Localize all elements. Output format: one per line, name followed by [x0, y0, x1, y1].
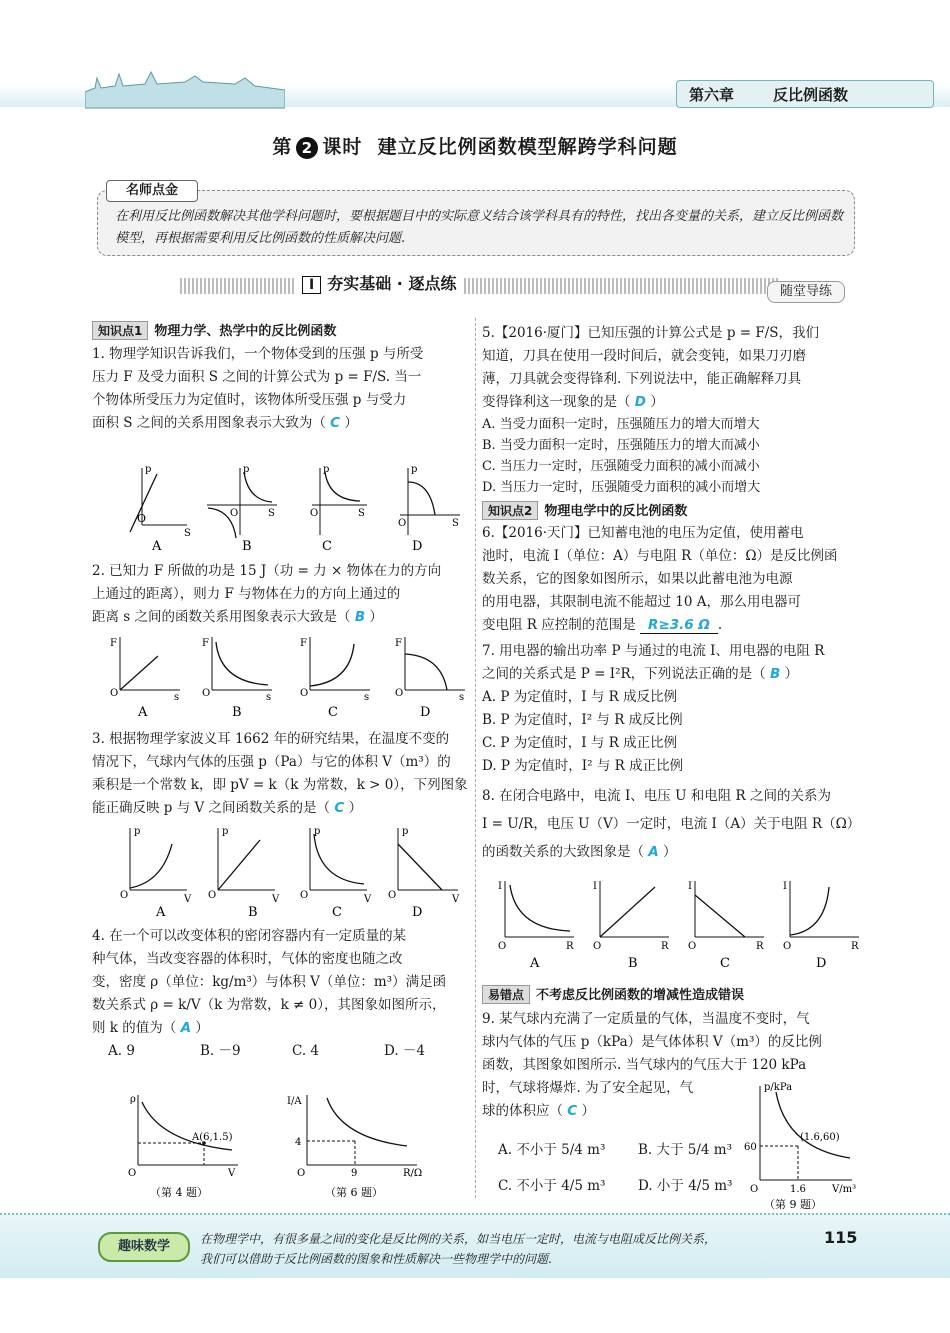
q1-line: 压力 F 及受力面积 S 之间的计算公式为 p = F/S. 当一	[92, 369, 422, 385]
q8-line: 8. 在闭合电路中，电流 I、电压 U 和电阻 R 之间的关系为	[482, 788, 832, 804]
kp1-title: 物理力学、热学中的反比例函数	[154, 324, 337, 339]
svg-text:O: O	[110, 688, 119, 699]
question-7	[482, 640, 862, 778]
svg-text:O: O	[128, 1168, 137, 1179]
page-number: 115	[824, 1228, 858, 1247]
q6-x-tick: 9	[351, 1168, 358, 1179]
q7-option: D. P 为定值时，I² 与 R 成正比例	[482, 758, 684, 774]
svg-text:s: s	[266, 692, 272, 703]
svg-text:S: S	[452, 518, 459, 529]
q8-graphs	[490, 875, 865, 975]
svg-text:V: V	[272, 894, 280, 905]
q4-line: 变，密度 ρ（单位：kg/m³）与体积 V（单位：m³）满足函	[92, 974, 447, 990]
q5-option: D. 当压力一定时，压强随受力面积的减小而增大	[482, 480, 761, 495]
svg-text:O: O	[230, 508, 239, 519]
q8-option: B	[628, 956, 638, 971]
knowledge-point-1	[92, 320, 336, 340]
q5-option: B. 当受力面积一定时，压强随压力的增大而减小	[482, 438, 760, 453]
q9-ylabel: p/kPa	[764, 1082, 793, 1093]
q1-answer: C	[330, 415, 341, 431]
q7-close: ）	[784, 666, 799, 682]
q3-option: C	[332, 905, 342, 920]
q4-figure	[120, 1090, 250, 1200]
svg-text:O: O	[750, 1184, 759, 1195]
svg-text:I: I	[498, 881, 502, 892]
mistake-title: 不考虑反比例函数的增减性造成错误	[536, 988, 745, 1003]
svg-text:p: p	[222, 826, 229, 837]
question-5	[482, 322, 862, 498]
q1-line: 1. 物理学知识告诉我们，一个物体受到的压强 p 与所受	[92, 346, 424, 362]
lesson-title	[0, 132, 950, 159]
q7-line: 7. 用电器的输出功率 P 与通过的电流 I、用电器的电阻 R	[482, 643, 825, 659]
svg-text:V: V	[452, 894, 460, 905]
q1-graph-d	[398, 464, 460, 535]
q6-line: 的用电器，其限制电流不能超过 10 A，那么用电器可	[482, 594, 802, 610]
q2-graph-c	[300, 637, 370, 703]
q9-line: 时，气球将爆炸. 为了安全起见，气	[482, 1080, 694, 1096]
svg-text:R: R	[756, 941, 764, 952]
q3-line: 乘积是一个常数 k，即 pV = k（k 为常数，k > 0），下列图象	[92, 777, 468, 793]
q5-line: 变得锋利这一现象的是（	[482, 394, 631, 410]
q9-option: B. 大于 5/4 m³	[638, 1142, 733, 1158]
section-right-tag: 随堂导练	[767, 281, 845, 303]
svg-text:ρ: ρ	[130, 1094, 136, 1105]
svg-text:p: p	[314, 826, 321, 837]
q4-option: C. 4	[292, 1043, 320, 1059]
q4-fig-caption: （第 4 题）	[150, 1186, 208, 1199]
q2-option: C	[328, 705, 338, 720]
q6-ylabel: I/A	[287, 1096, 302, 1107]
svg-text:s: s	[459, 692, 465, 703]
q1-line: 面积 S 之间的关系用图象表示大致为（	[92, 415, 326, 431]
castle-illustration-icon	[85, 70, 285, 110]
svg-text:p: p	[145, 464, 152, 475]
question-6	[482, 522, 862, 637]
q3-line: 情况下，气球内气体的压强 p（Pa）与它的体积 V（m³）的	[92, 754, 451, 770]
q3-close: ）	[348, 800, 363, 816]
q7-option: C. P 为定值时，I 与 R 成正比例	[482, 735, 678, 751]
column-divider	[475, 318, 476, 1198]
svg-text:F: F	[110, 638, 117, 649]
q3-option: A	[156, 905, 166, 920]
svg-text:O: O	[388, 890, 397, 901]
q8-option: A	[530, 956, 540, 971]
question-3	[92, 728, 470, 820]
q9-line: 9. 某气球内充满了一定质量的气体，当温度不变时，气	[482, 1011, 810, 1027]
tip-text: 在利用反比例函数解决其他学科问题时，要根据题目中的实际意义结合该学科具有的特性，找出各变量的关系，建立反比例函数模型，再根据需要利用反比例函数的性质解决问题.	[115, 209, 844, 246]
q5-answer: D	[634, 394, 647, 410]
q3-option: B	[248, 905, 258, 920]
footer-line: 我们可以借助于反比例函数的图象和性质解决一些物理学中的问题.	[200, 1252, 552, 1266]
svg-text:s: s	[174, 692, 180, 703]
q8-option: D	[816, 956, 827, 971]
svg-text:p: p	[134, 826, 141, 837]
q4-close: ）	[195, 1020, 209, 1036]
svg-text:s: s	[364, 692, 370, 703]
question-1	[92, 343, 467, 435]
q4-option: A. 9	[108, 1043, 135, 1059]
svg-text:p: p	[243, 464, 250, 475]
q9-xlabel: V/m³	[832, 1184, 857, 1195]
q2-line: 上通过的距离），则力 F 与物体在力的方向上通过的	[92, 586, 401, 602]
svg-text:I: I	[593, 881, 597, 892]
svg-text:O: O	[398, 518, 407, 529]
q9-y-tick: 60	[744, 1142, 757, 1153]
q4-line: 则 k 的值为（	[92, 1020, 177, 1036]
lesson-prefix: 第	[272, 136, 293, 158]
lesson-number: 2	[296, 137, 318, 159]
q6-fig-caption: （第 6 题）	[325, 1186, 383, 1199]
svg-text:V: V	[364, 894, 372, 905]
svg-text:O: O	[208, 890, 217, 901]
q9-figure	[742, 1078, 867, 1212]
q8-graph-a	[498, 881, 574, 952]
q6-line: 变电阻 R 应控制的范围是	[482, 617, 636, 633]
q3-option: D	[412, 905, 423, 920]
q4-point-label: A(6,1.5)	[192, 1132, 233, 1143]
q4-option: B. －9	[200, 1043, 241, 1059]
q7-option: A. P 为定值时，I 与 R 成反比例	[482, 689, 678, 705]
tip-tag: 名师点金	[106, 180, 198, 202]
q8-graph-c	[688, 881, 764, 952]
svg-text:R: R	[851, 941, 859, 952]
q7-option: B. P 为定值时，I² 与 R 成反比例	[482, 712, 683, 728]
q6-close: .	[717, 617, 723, 633]
q1-graph-b	[207, 464, 277, 538]
svg-text:S: S	[184, 528, 191, 539]
q6-xlabel: R/Ω	[403, 1168, 423, 1179]
mistake-tag: 易错点	[482, 985, 530, 1004]
q8-graph-d	[783, 881, 859, 952]
q1-graphs	[112, 460, 467, 555]
section-title: 夯实基础 · 逐点练	[327, 274, 457, 293]
q8-answer: A	[648, 844, 659, 860]
q1-close: ）	[344, 415, 358, 431]
footer-note	[200, 1229, 800, 1269]
q2-graph-a	[110, 637, 180, 703]
svg-text:p: p	[323, 464, 330, 475]
q5-close: ）	[650, 394, 664, 410]
q5-line: 5.【2016·厦门】已知压强的计算公式是 p = F/S，我们	[482, 325, 820, 341]
q9-fig-caption: （第 9 题）	[764, 1198, 822, 1211]
svg-text:V: V	[184, 894, 192, 905]
q9-point-label: (1.6,60)	[800, 1132, 840, 1143]
question-4	[92, 925, 470, 1063]
q6-line: 6.【2016·天门】已知蓄电池的电压为定值，使用蓄电	[482, 525, 804, 541]
q8-line: 的函数关系的大致图象是（	[482, 844, 644, 860]
q3-graph-b	[208, 826, 280, 905]
question-2	[92, 560, 467, 629]
q2-option: D	[420, 705, 431, 720]
svg-text:O: O	[297, 1168, 306, 1179]
q7-answer: B	[769, 666, 781, 682]
q2-option: B	[232, 705, 242, 720]
q5-option: A. 当受力面积一定时，压强随压力的增大而增大	[482, 417, 760, 432]
q7-line: 之间的关系式是 P = I²R，下列说法正确的是（	[482, 666, 766, 682]
q4-line: 4. 在一个可以改变体积的密闭容器内有一定质量的某	[92, 928, 407, 944]
q6-line: 池时，电流 I（单位：A）与电阻 R（单位：Ω）是反比例函	[482, 548, 838, 564]
footer-line: 在物理学中，有很多量之间的变化是反比例的关系，如当电压一定时，电流与电阻成反比例关系，	[200, 1232, 717, 1246]
q2-graphs	[100, 632, 470, 722]
q9-x-tick: 1.6	[790, 1184, 806, 1195]
chapter-number: 第六章	[689, 86, 735, 104]
section-label	[296, 271, 462, 294]
footer-divider	[0, 1213, 950, 1215]
section-bar	[180, 278, 780, 294]
q6-y-tick: 4	[295, 1137, 302, 1148]
svg-text:O: O	[300, 688, 309, 699]
q9-option: D. 小于 4/5 m³	[638, 1178, 733, 1194]
q8-option: C	[720, 956, 730, 971]
q6-figure	[285, 1090, 435, 1200]
q1-option: B	[242, 539, 252, 554]
q2-option: A	[138, 705, 148, 720]
q5-option: C. 当压力一定时，压强随受力面积的减小而减小	[482, 459, 760, 474]
q9-answer: C	[567, 1103, 578, 1119]
svg-text:O: O	[300, 890, 309, 901]
svg-text:F: F	[395, 638, 402, 649]
q2-line: 距离 s 之间的函数关系用图象表示大致是（	[92, 609, 351, 625]
q9-line: 球的体积应（	[482, 1103, 563, 1119]
q6-line: 数关系，它的图象如图所示，如果以此蓄电池为电源	[482, 571, 793, 587]
svg-text:p: p	[402, 826, 409, 837]
q4-answer: A	[180, 1020, 192, 1036]
q2-graph-d	[395, 637, 465, 703]
q1-option: D	[412, 539, 423, 554]
question-8	[482, 785, 862, 864]
svg-text:p: p	[411, 464, 418, 475]
q6-answer: R≥3.6 Ω	[640, 617, 718, 634]
q2-answer: B	[354, 609, 366, 625]
svg-text:O: O	[310, 508, 319, 519]
q1-option: C	[322, 539, 332, 554]
chapter-tab	[676, 80, 934, 108]
q2-graph-b	[202, 637, 272, 703]
q9-option: C. 不小于 4/5 m³	[498, 1178, 606, 1194]
svg-text:F: F	[300, 638, 307, 649]
svg-text:I: I	[688, 881, 692, 892]
q2-line: 2. 已知力 F 所做的功是 15 J（功 = 力 × 物体在力的方向	[92, 563, 442, 579]
q9-line: 球内气体的气压 p（kPa）是气体体积 V（m³）的反比例	[482, 1034, 822, 1050]
q3-line: 3. 根据物理学家波义耳 1662 年的研究结果，在温度不变的	[92, 731, 450, 747]
lesson-unit: 课时	[322, 136, 363, 158]
q3-line: 能正确反映 p 与 V 之间函数关系的是（	[92, 800, 331, 816]
q8-line: I = U/R，电压 U（V）一定时，电流 I（A）关于电阻 R（Ω）	[482, 816, 861, 832]
q8-graph-b	[593, 881, 669, 952]
q9-close: ）	[581, 1103, 596, 1119]
q9-line: 函数，其图象如图所示. 当气球内的气压大于 120 kPa	[482, 1057, 807, 1073]
q1-graph-a	[130, 464, 191, 539]
fun-math-badge: 趣味数学	[98, 1232, 190, 1262]
section-roman: I	[302, 276, 321, 294]
q3-graph-a	[120, 826, 192, 905]
q3-graph-d	[388, 826, 460, 905]
lesson-title-text: 建立反比例函数模型解跨学科问题	[377, 136, 678, 158]
q1-option: A	[152, 539, 162, 554]
q3-graphs	[112, 822, 467, 920]
q5-line: 薄，刀具就会变得锋利. 下列说法中，能正确解释刀具	[482, 371, 802, 387]
svg-text:O: O	[593, 941, 602, 952]
svg-text:R: R	[566, 941, 574, 952]
svg-text:S: S	[358, 508, 365, 519]
q9-option: A. 不小于 5/4 m³	[498, 1142, 606, 1158]
kp2-tag: 知识点2	[482, 501, 538, 520]
q3-answer: C	[334, 800, 345, 816]
svg-text:O: O	[120, 890, 129, 901]
svg-text:O: O	[137, 512, 147, 525]
q4-line: 种气体，当改变容器的体积时，气体的密度也随之改	[92, 951, 403, 967]
svg-text:O: O	[498, 941, 507, 952]
q3-graph-c	[300, 826, 372, 905]
q1-graph-c	[310, 464, 367, 535]
mistake-point	[482, 984, 744, 1004]
q4-option: D. －4	[384, 1043, 426, 1059]
svg-text:S: S	[268, 508, 275, 519]
q4-line: 数关系式 ρ = k/V（k 为常数，k ≠ 0），其图象如图所示，	[92, 997, 446, 1013]
kp2-title: 物理电学中的反比例函数	[544, 504, 688, 519]
q1-line: 个物体所受压力为定值时，该物体所受压强 p 与受力	[92, 392, 407, 408]
svg-text:R: R	[661, 941, 669, 952]
q8-close: ）	[663, 844, 677, 860]
svg-text:O: O	[688, 941, 697, 952]
q5-line: 知道，刀具在使用一段时间后，就会变钝，如果刀刃磨	[482, 348, 806, 364]
kp1-tag: 知识点1	[92, 321, 148, 340]
svg-text:I: I	[783, 881, 787, 892]
knowledge-point-2	[482, 500, 687, 520]
q2-close: ）	[369, 609, 383, 625]
chapter-title: 反比例函数	[773, 86, 849, 104]
svg-text:V: V	[228, 1168, 236, 1179]
svg-text:F: F	[202, 638, 209, 649]
svg-text:O: O	[202, 688, 211, 699]
svg-text:O: O	[783, 941, 792, 952]
svg-text:O: O	[395, 688, 404, 699]
